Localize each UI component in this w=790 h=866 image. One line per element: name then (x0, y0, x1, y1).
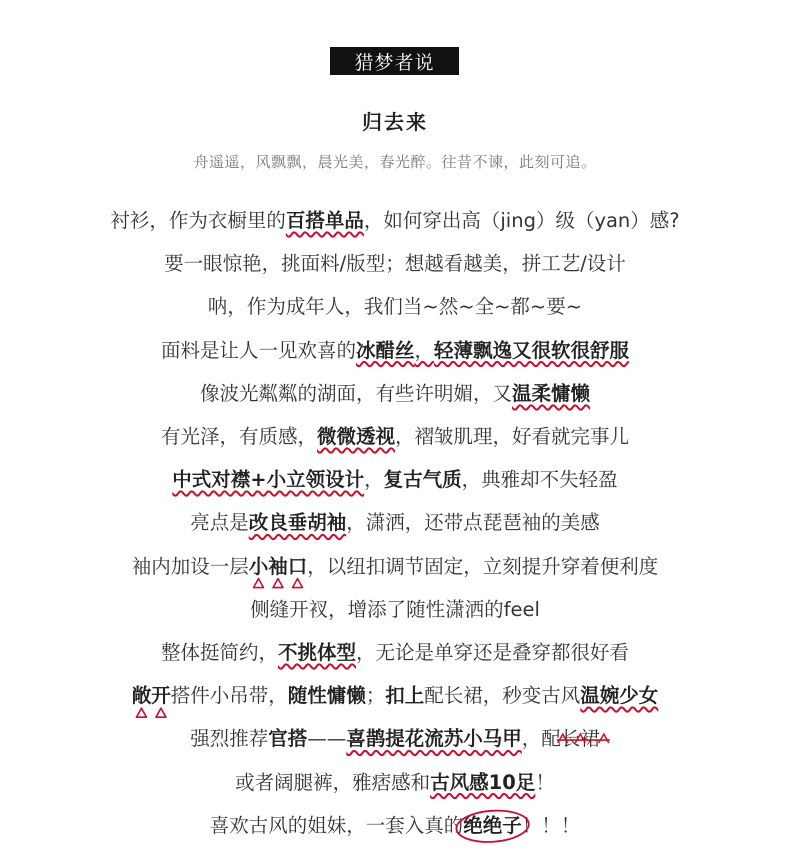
body-line (0, 639, 790, 667)
highlight-phrase: 轻薄飘逸又很软很舒服 (434, 338, 630, 362)
highlight-phrase: 官搭 (268, 727, 308, 751)
text-segment: ，配 (521, 727, 561, 751)
text-segment: 面料是让人一见欢喜的 (160, 338, 356, 362)
text-segment: 袖内加设一层 (131, 554, 249, 578)
section-badge: 猎梦者说 (330, 47, 459, 75)
highlight-phrase: 改良垂胡袖 (248, 511, 347, 535)
highlight-phrase: 不挑体型 (277, 641, 356, 664)
text-segment: ，以纽扣调节固定，立刻提升穿着便利度 (307, 554, 659, 578)
text-segment: ！ (535, 770, 555, 794)
body-line (0, 207, 790, 235)
highlight-phrase: 温婉少女 (580, 684, 659, 708)
text-segment: ，典雅却不失轻盈 (461, 468, 618, 492)
body-line (0, 380, 790, 408)
text-segment: ， (364, 468, 384, 492)
highlight-phrase: 中式对襟+小立领设计 (172, 468, 365, 492)
text-segment: 有光泽，有质感， (160, 425, 317, 448)
text-segment: 强烈推荐 (190, 727, 269, 751)
body-line (0, 812, 790, 840)
body-line (0, 466, 790, 494)
body-line (0, 553, 790, 581)
highlight-phrase: 随性慵懒 (287, 684, 366, 708)
body-line (0, 250, 790, 278)
text-segment: 像波光粼粼的湖面，有些许明媚，又 (199, 381, 512, 405)
text-segment: ，褶皱肌理，好看就完事儿 (395, 425, 630, 448)
text-segment: ！！！ (521, 813, 581, 837)
text-segment: 呐，作为成年人，我们当~然~全~都~要~ (207, 295, 583, 319)
body-line (0, 509, 790, 537)
highlight-phrase: 温柔慵懒 (512, 381, 591, 405)
highlight-phrase: 冰醋丝 (355, 338, 415, 362)
highlight-phrase: 古风感10足 (430, 770, 536, 794)
body-line (0, 682, 790, 710)
text-segment: 要一眼惊艳，挑面料/版型；想越看越美，拼工艺/设计 (164, 252, 626, 276)
text-segment: 喜欢古风的姐妹，一套入真的 (209, 813, 464, 837)
highlight-phrase: 微微透视 (316, 425, 395, 448)
text-segment: ； (365, 684, 386, 708)
body-line (0, 293, 790, 321)
text-segment: 整体挺简约， (160, 641, 278, 664)
body-line (0, 423, 790, 451)
text-segment: 配长裙，秒变古风 (424, 684, 581, 708)
highlight-phrase: 复古气质 (383, 468, 462, 492)
body-line (0, 337, 790, 365)
text-segment: —— (307, 727, 347, 751)
highlight-phrase: 喜鹊提花流苏小马甲 (346, 727, 522, 751)
text-segment: ， (414, 338, 435, 362)
highlight-phrase: 小袖口 (248, 554, 308, 578)
text-segment: ，如何穿出高（jing）级（yan）感? (363, 209, 680, 232)
text-segment: 或者阔腿裤，雅痞感和 (235, 770, 431, 794)
text-segment: 搭件小吊带， (170, 684, 288, 708)
text-segment: 亮点是 (190, 511, 249, 535)
text-segment: ，潇洒，还带点琵琶袖的美感 (346, 511, 600, 535)
body-line (0, 769, 790, 797)
text-segment: 侧缝开衩，增添了随性潇洒的feel (250, 597, 540, 621)
highlight-phrase: 绝绝子 (463, 813, 522, 837)
article-subtitle: 舟遥遥，风飘飘，晨光美，春光醉。往昔不谏，此刻可追。 (193, 153, 597, 171)
highlight-phrase: 敞开 (131, 684, 171, 708)
highlight-phrase: 百搭单品 (285, 209, 364, 232)
text-segment: 长裙 (560, 727, 600, 751)
body-line (0, 596, 790, 624)
text-segment: ，无论是单穿还是叠穿都很好看 (356, 641, 630, 664)
highlight-phrase: 扣上 (385, 684, 425, 708)
body-line (0, 725, 790, 753)
article-title: 归去来 (362, 110, 428, 134)
text-segment: 衬衫，作为衣橱里的 (110, 209, 286, 232)
